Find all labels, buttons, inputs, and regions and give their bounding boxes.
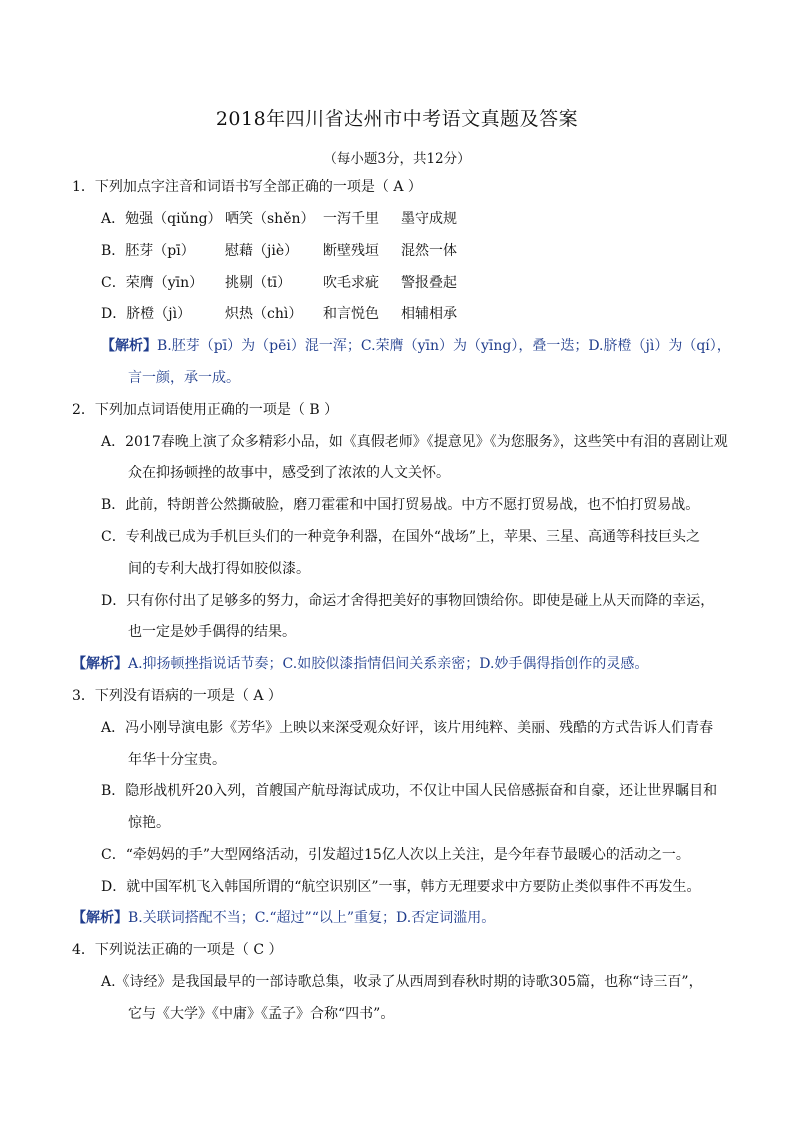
question-3-option-a-cont: 年华十分宝贵。 [128, 752, 226, 768]
explanation-text: B.关联词搭配不当；C.“超过”“以上”重复；D.否定词滥用。 [128, 910, 496, 926]
question-1-option-b [101, 241, 457, 261]
option-cell: 吹毛求疵 [323, 275, 379, 291]
option-cell: A．勉强（qiǔng） [101, 211, 222, 227]
question-1-option-a [101, 209, 457, 229]
option-cell: D．脐橙（jì） [101, 306, 192, 322]
explanation-text: A.抑扬顿挫指说话节奏；C.如胶似漆指情侣间关系亲密；D.妙手偶得指创作的灵感。 [128, 656, 649, 672]
question-2-option-c: C．专利战已成为手机巨头们的一种竞争利器，在国外“战场”上，苹果、三星、高通等科技巨头之 [101, 529, 701, 545]
option-cell: C．荣膺（yīn） [101, 275, 204, 291]
question-2-stem: 2．下列加点词语使用正确的一项是（ B ） [72, 402, 339, 418]
question-4-option-a-cont: 它与《大学》《中庸》《孟子》合称“四书”。 [128, 1006, 395, 1022]
option-cell: 炽热（chì） [225, 306, 303, 322]
option-cell: 混然一体 [401, 243, 457, 259]
option-cell: 哂笑（shěn） [225, 211, 315, 227]
question-1-stem: 1．下列加点字注音和词语书写全部正确的一项是（ A ） [72, 179, 422, 195]
page-subtitle: （每小题3分，共12分） [323, 151, 471, 167]
explanation-text: B.胚芽（pī）为（pēi）混一浑；C.荣膺（yīn）为（yīng），叠一迭；D.脐橙（jì）为（qí）， [157, 338, 731, 354]
option-cell: 相辅相承 [401, 306, 457, 322]
question-3-option-b: B．隐形战机歼20入列，首艘国产航母海试成功，不仅让中国人民倍感振奋和自豪，还让世界瞩目和 [101, 783, 718, 799]
question-2-option-a: A．2017春晚上演了众多精彩小品，如《真假老师》《提意见》《为您服务》，这些笑中有泪的喜剧让观 [101, 434, 728, 450]
option-cell: B．胚芽（pī） [101, 243, 195, 259]
question-1-option-c [101, 273, 457, 293]
question-1-explanation [101, 336, 731, 356]
explanation-tag: 【解析】 [101, 338, 157, 354]
page-title: 2018年四川省达州市中考语文真题及答案 [215, 108, 579, 130]
option-cell: 慰藉（jiè） [225, 243, 299, 259]
question-2-option-c-cont: 间的专利大战打得如胶似漆。 [128, 561, 310, 577]
explanation-tag: 【解析】 [72, 910, 128, 926]
question-3-option-b-cont: 惊艳。 [128, 815, 170, 831]
option-cell: 警报叠起 [401, 275, 457, 291]
explanation-tag: 【解析】 [72, 656, 128, 672]
option-cell: 墨守成规 [401, 211, 457, 227]
question-4-stem: 4．下列说法正确的一项是（ C ） [72, 942, 283, 958]
question-2-option-a-cont: 众在抑扬顿挫的故事中，感受到了浓浓的人文关怀。 [128, 465, 450, 481]
question-3-option-c: C．“牵妈妈的手”大型网络活动，引发超过15亿人次以上关注，是今年春节最暖心的活动之一。 [101, 847, 690, 863]
question-3-option-d: D．就中国军机飞入韩国所谓的“航空识别区”一事，韩方无理要求中方要防止类似事件不再发生。 [101, 879, 701, 895]
option-cell: 断壁残垣 [323, 243, 379, 259]
option-cell: 一泻千里 [323, 211, 379, 227]
question-3-explanation [72, 908, 495, 928]
question-2-option-b: B．此前，特朗普公然撕破脸，磨刀霍霍和中国打贸易战。中方不愿打贸易战，也不怕打贸易战。 [101, 497, 700, 513]
option-cell: 挑剔（tī） [225, 275, 292, 291]
question-1-option-d [101, 304, 457, 324]
question-4-option-a: A.《诗经》是我国最早的一部诗歌总集，收录了从西周到春秋时期的诗歌305篇，也称“诗三百”， [101, 974, 703, 990]
question-1-explanation-cont: 言一颜，承一成。 [128, 370, 240, 386]
question-3-option-a: A．冯小刚导演电影《芳华》上映以来深受观众好评，该片用纯粹、美丽、残酷的方式告诉人们青春 [101, 720, 714, 736]
option-cell: 和言悦色 [323, 306, 379, 322]
question-2-explanation [72, 654, 648, 674]
question-2-option-d-cont: 也一定是妙手偶得的结果。 [128, 624, 296, 640]
question-3-stem: 3．下列没有语病的一项是（ A ） [72, 688, 282, 704]
question-2-option-d: D．只有你付出了足够多的努力，命运才舍得把美好的事物回馈给你。即使是碰上从天而降的幸运， [101, 593, 715, 609]
